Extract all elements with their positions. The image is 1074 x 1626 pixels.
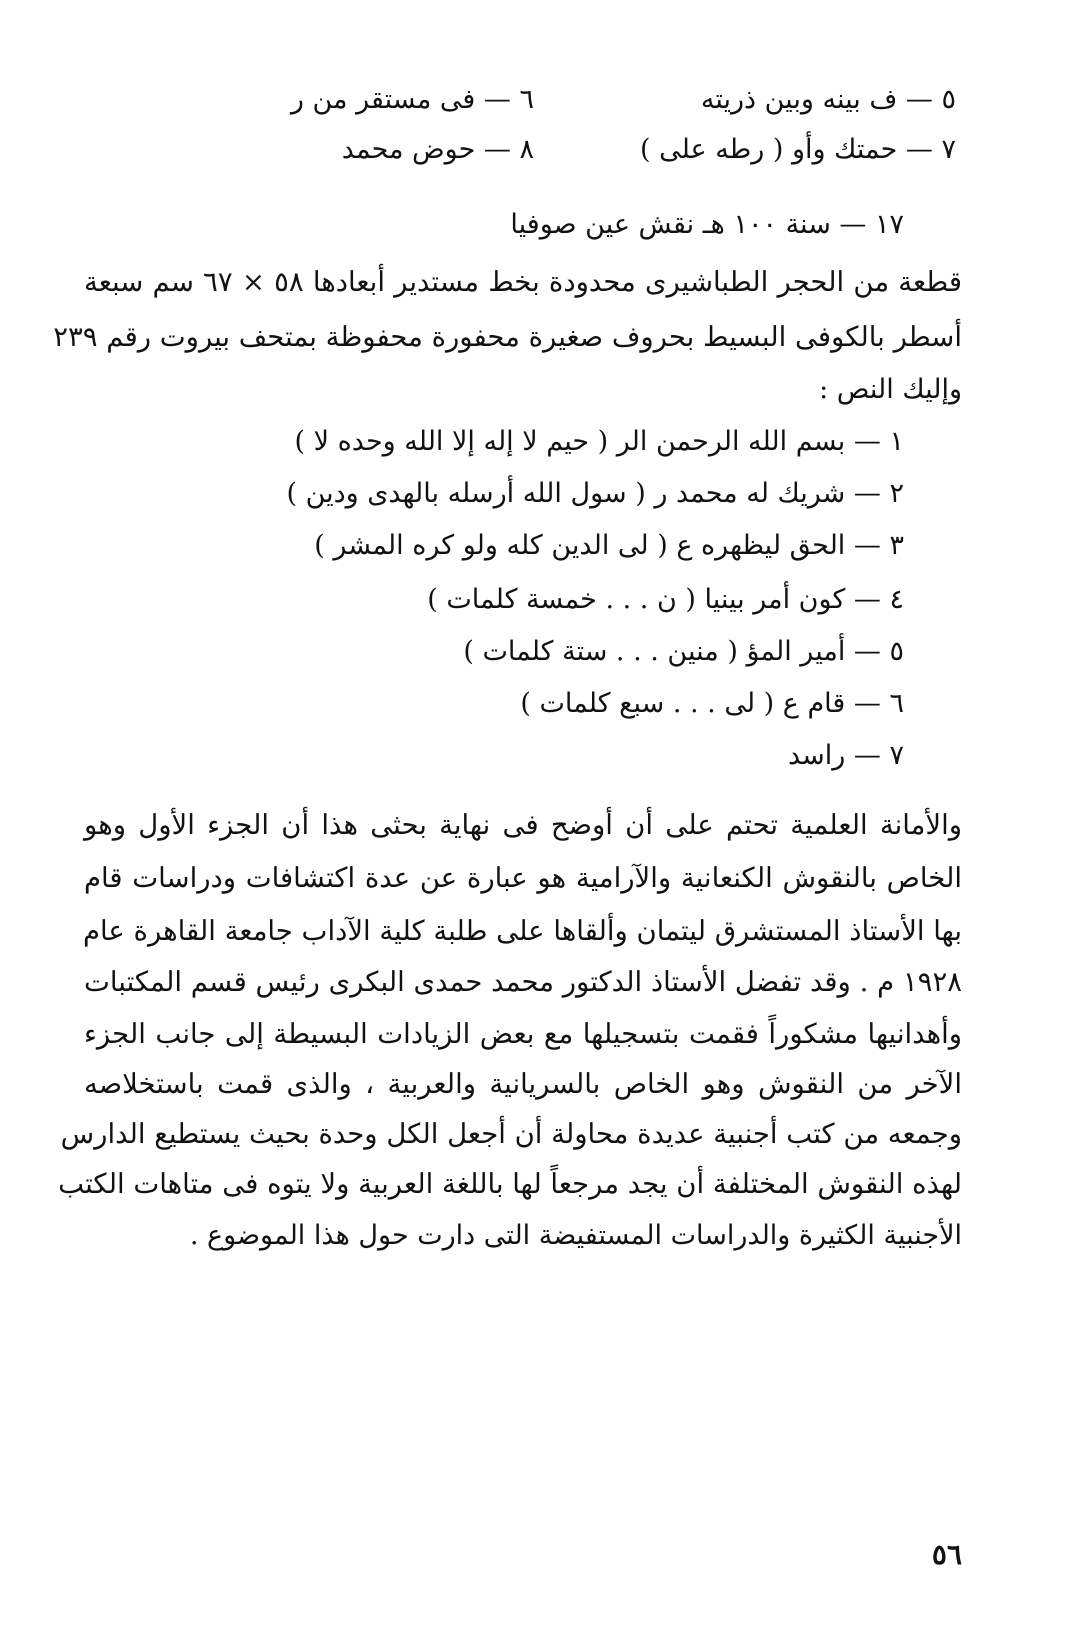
paragraph-line: الأجنبية الكثيرة والدراسات المستفيضة التى دارت حول هذا الموضوع . bbox=[189, 1220, 962, 1251]
top-list-item: ٥ — ف بينه وبين ذريته bbox=[700, 84, 956, 115]
text-line: ٢ — شريك له محمد ر ( سول الله أرسله بالهدى ودين ) bbox=[286, 478, 904, 509]
paragraph-line: وأهدانيها مشكوراً فقمت بتسجيلها مع بعض الزيادات البسيطة إلى جانب الجزء bbox=[84, 1018, 962, 1050]
description-line: أسطر بالكوفى البسيط بحروف صغيرة محفورة محفوظة بمتحف بيروت رقم ٢٣٩ bbox=[53, 321, 962, 353]
paragraph-line: الخاص بالنقوش الكنعانية والآرامية هو عبارة عن عدة اكتشافات ودراسات قام bbox=[84, 862, 962, 894]
text-line: ١ — بسم الله الرحمن الر ( حيم لا إله إلا الله وحده لا ) bbox=[294, 426, 904, 457]
paragraph-line: وجمعه من كتب أجنبية عديدة محاولة أن أجعل الكل وحدة بحيث يستطيع الدارس bbox=[60, 1118, 962, 1150]
top-list-item: ٨ — حوض محمد bbox=[341, 134, 534, 165]
paragraph-line: والأمانة العلمية تحتم على أن أوضح فى نهاية بحثى هذا أن الجزء الأول وهو bbox=[84, 809, 962, 841]
text-line: ٤ — كون أمر بينيا ( ن . . . خمسة كلمات ) bbox=[427, 584, 904, 615]
paragraph-line: الآخر من النقوش وهو الخاص بالسريانية والعربية ، والذى قمت باستخلاصه bbox=[84, 1068, 962, 1100]
text-line: ٦ — قام ع ( لى . . . سبع كلمات ) bbox=[520, 688, 904, 719]
text-line: ٧ — راسد bbox=[787, 740, 904, 771]
text-line: ٣ — الحق ليظهره ع ( لى الدين كله ولو كره المشر ) bbox=[314, 530, 904, 561]
page-number: ٥٦ bbox=[931, 1538, 962, 1571]
top-list-item: ٦ — فى مستقر من ر bbox=[290, 84, 534, 115]
text-line: ٥ — أمير المؤ ( منين . . . ستة كلمات ) bbox=[463, 636, 904, 667]
top-list-item: ٧ — حمتك وأو ( رطه على ) bbox=[640, 134, 956, 165]
description-line: قطعة من الحجر الطباشيرى محدودة بخط مستدير أبعادها ٥٨ × ٦٧ سم سبعة bbox=[84, 266, 962, 298]
paragraph-line: ١٩٢٨ م . وقد تفضل الأستاذ الدكتور محمد حمدى البكرى رئيس قسم المكتبات bbox=[84, 966, 962, 998]
paragraph-line: بها الأستاذ المستشرق ليتمان وألقاها على طلبة كلية الآداب جامعة القاهرة عام bbox=[83, 915, 962, 947]
paragraph-line: لهذه النقوش المختلفة أن يجد مرجعاً لها باللغة العربية ولا يتوه فى متاهات الكتب bbox=[58, 1168, 962, 1200]
inscription-title: ١٧ — سنة ١٠٠ هـ نقش عين صوفيا bbox=[510, 209, 904, 240]
description-line: وإليك النص : bbox=[819, 374, 962, 405]
